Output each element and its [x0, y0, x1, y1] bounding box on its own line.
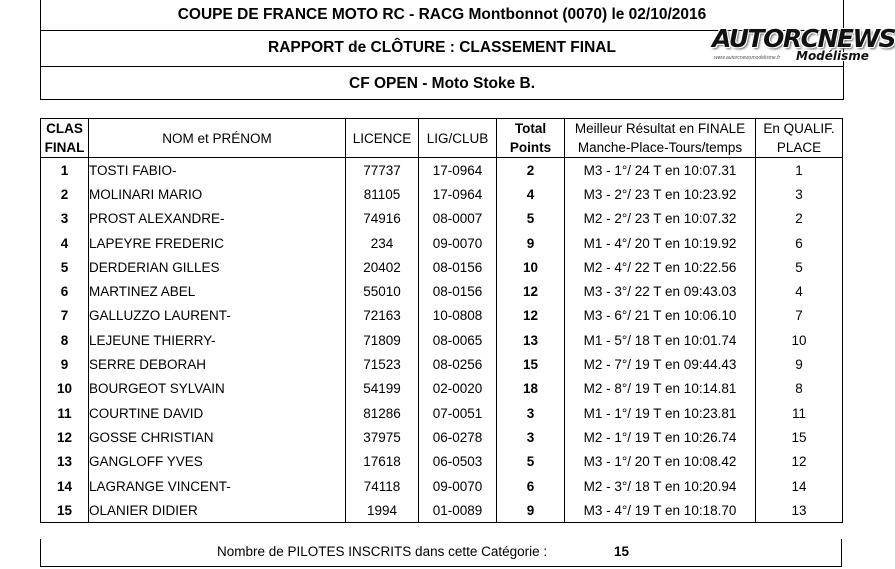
cell-rank: 3: [41, 207, 89, 231]
cell-qualif: 6: [756, 231, 843, 255]
cell-rank: 7: [41, 304, 89, 328]
cell-best-result: M3 - 3°/ 22 T en 09:43.03: [565, 279, 756, 303]
cell-points: 5: [497, 207, 565, 231]
col-header-best-result: Meilleur Résultat en FINALE Manche-Place-Tours/temps: [565, 119, 756, 158]
cell-club: 06-0278: [419, 425, 497, 449]
footer-summary: [40, 539, 842, 567]
cell-points: 9: [497, 231, 565, 255]
cell-licence: 77737: [346, 158, 419, 183]
event-title: COUPE DE FRANCE MOTO RC - RACG Montbonnot (0070) le 02/10/2016: [40, 0, 844, 31]
cell-rank: 13: [41, 450, 89, 474]
cell-name: LEJEUNE THIERRY-: [89, 328, 346, 352]
table-row: [41, 498, 843, 523]
logo-wordmark: AUTORCNEWS: [712, 24, 895, 53]
cell-name: DERDERIAN GILLES: [89, 255, 346, 279]
cell-best-result: M1 - 5°/ 18 T en 10:01.74: [565, 328, 756, 352]
cell-name: GALLUZZO LAURENT-: [89, 304, 346, 328]
cell-best-result: M3 - 6°/ 21 T en 10:06.10: [565, 304, 756, 328]
cell-club: 09-0070: [419, 231, 497, 255]
cell-club: 08-0156: [419, 279, 497, 303]
cell-points: 5: [497, 450, 565, 474]
cell-name: GOSSE CHRISTIAN: [89, 425, 346, 449]
table-row: [41, 158, 843, 183]
table-row: [41, 450, 843, 474]
cell-qualif: 5: [756, 255, 843, 279]
cell-club: 01-0089: [419, 498, 497, 523]
cell-points: 18: [497, 377, 565, 401]
cell-licence: 234: [346, 231, 419, 255]
cell-points: 15: [497, 352, 565, 376]
results-table: [40, 118, 843, 523]
report-title: RAPPORT de CLÔTURE : CLASSEMENT FINAL: [40, 31, 844, 67]
cell-club: 08-0065: [419, 328, 497, 352]
cell-club: 08-0007: [419, 207, 497, 231]
cell-name: BOURGEOT SYLVAIN: [89, 377, 346, 401]
cell-club: 17-0964: [419, 182, 497, 206]
cell-licence: 81105: [346, 182, 419, 206]
cell-points: 6: [497, 474, 565, 498]
cell-licence: 81286: [346, 401, 419, 425]
cell-name: LAPEYRE FREDERIC: [89, 231, 346, 255]
table-row: [41, 474, 843, 498]
cell-rank: 5: [41, 255, 89, 279]
cell-points: 12: [497, 304, 565, 328]
cell-rank: 8: [41, 328, 89, 352]
cell-name: COURTINE DAVID: [89, 401, 346, 425]
table-header-row: [41, 119, 843, 158]
col-header-points: Total Points: [497, 119, 565, 158]
table-row: [41, 328, 843, 352]
table-row: [41, 182, 843, 206]
cell-club: 10-0808: [419, 304, 497, 328]
cell-licence: 71809: [346, 328, 419, 352]
cell-club: 02-0020: [419, 377, 497, 401]
cell-points: 2: [497, 158, 565, 183]
cell-licence: 17618: [346, 450, 419, 474]
cell-rank: 4: [41, 231, 89, 255]
cell-points: 3: [497, 425, 565, 449]
cell-best-result: M2 - 3°/ 18 T en 10:20.94: [565, 474, 756, 498]
cell-qualif: 14: [756, 474, 843, 498]
cell-licence: 20402: [346, 255, 419, 279]
cell-name: OLANIER DIDIER: [89, 498, 346, 523]
table-row: [41, 207, 843, 231]
cell-name: SERRE DEBORAH: [89, 352, 346, 376]
cell-points: 12: [497, 279, 565, 303]
cell-qualif: 12: [756, 450, 843, 474]
table-row: [41, 279, 843, 303]
cell-qualif: 9: [756, 352, 843, 376]
cell-name: GANGLOFF YVES: [89, 450, 346, 474]
cell-club: 17-0964: [419, 158, 497, 183]
table-row: [41, 401, 843, 425]
cell-name: LAGRANGE VINCENT-: [89, 474, 346, 498]
cell-licence: 55010: [346, 279, 419, 303]
cell-licence: 71523: [346, 352, 419, 376]
cell-rank: 15: [41, 498, 89, 523]
cell-best-result: M1 - 4°/ 20 T en 10:19.92: [565, 231, 756, 255]
cell-best-result: M2 - 1°/ 19 T en 10:26.74: [565, 425, 756, 449]
cell-best-result: M2 - 4°/ 22 T en 10:22.56: [565, 255, 756, 279]
cell-best-result: M3 - 1°/ 24 T en 10:07.31: [565, 158, 756, 183]
cell-qualif: 1: [756, 158, 843, 183]
cell-rank: 1: [41, 158, 89, 183]
table-row: [41, 425, 843, 449]
cell-best-result: M1 - 1°/ 19 T en 10:23.81: [565, 401, 756, 425]
cell-best-result: M2 - 8°/ 19 T en 10:14.81: [565, 377, 756, 401]
footer-label: Nombre de PILOTES INSCRITS dans cette Catégorie :: [217, 544, 548, 559]
category-title: CF OPEN - Moto Stoke B.: [40, 66, 844, 100]
cell-points: 13: [497, 328, 565, 352]
cell-licence: 74118: [346, 474, 419, 498]
cell-name: MOLINARI MARIO: [89, 182, 346, 206]
cell-rank: 10: [41, 377, 89, 401]
cell-name: PROST ALEXANDRE-: [89, 207, 346, 231]
table-row: [41, 231, 843, 255]
logo-subtitle: Modélisme: [796, 49, 869, 63]
cell-club: 08-0156: [419, 255, 497, 279]
cell-qualif: 15: [756, 425, 843, 449]
cell-club: 09-0070: [419, 474, 497, 498]
autorcnews-logo: [712, 24, 895, 68]
table-row: [41, 352, 843, 376]
table-row: [41, 255, 843, 279]
cell-qualif: 3: [756, 182, 843, 206]
cell-club: 07-0051: [419, 401, 497, 425]
logo-url: www.autorcnewsmodelisme.fr: [714, 55, 781, 61]
cell-rank: 14: [41, 474, 89, 498]
cell-points: 4: [497, 182, 565, 206]
col-header-rank: CLAS FINAL: [41, 119, 89, 158]
cell-points: 10: [497, 255, 565, 279]
cell-qualif: 7: [756, 304, 843, 328]
cell-licence: 74916: [346, 207, 419, 231]
cell-qualif: 13: [756, 498, 843, 523]
cell-rank: 2: [41, 182, 89, 206]
cell-rank: 11: [41, 401, 89, 425]
col-header-name: NOM et PRÉNOM: [89, 119, 346, 158]
col-header-qualif: En QUALIF. PLACE: [756, 119, 843, 158]
cell-licence: 37975: [346, 425, 419, 449]
table-row: [41, 377, 843, 401]
cell-rank: 9: [41, 352, 89, 376]
cell-qualif: 8: [756, 377, 843, 401]
cell-best-result: M3 - 4°/ 19 T en 10:18.70: [565, 498, 756, 523]
cell-licence: 1994: [346, 498, 419, 523]
cell-points: 9: [497, 498, 565, 523]
cell-name: MARTINEZ ABEL: [89, 279, 346, 303]
cell-qualif: 2: [756, 207, 843, 231]
cell-qualif: 11: [756, 401, 843, 425]
cell-best-result: M2 - 2°/ 23 T en 10:07.32: [565, 207, 756, 231]
table-row: [41, 304, 843, 328]
cell-licence: 54199: [346, 377, 419, 401]
col-header-licence: LICENCE: [346, 119, 419, 158]
cell-best-result: M3 - 1°/ 20 T en 10:08.42: [565, 450, 756, 474]
cell-licence: 72163: [346, 304, 419, 328]
cell-rank: 6: [41, 279, 89, 303]
cell-club: 06-0503: [419, 450, 497, 474]
cell-best-result: M2 - 7°/ 19 T en 09:44.43: [565, 352, 756, 376]
cell-name: TOSTI FABIO-: [89, 158, 346, 183]
cell-rank: 12: [41, 425, 89, 449]
cell-qualif: 4: [756, 279, 843, 303]
cell-points: 3: [497, 401, 565, 425]
cell-qualif: 10: [756, 328, 843, 352]
cell-club: 08-0256: [419, 352, 497, 376]
col-header-club: LIG/CLUB: [419, 119, 497, 158]
footer-count: 15: [614, 544, 630, 559]
cell-best-result: M3 - 2°/ 23 T en 10:23.92: [565, 182, 756, 206]
